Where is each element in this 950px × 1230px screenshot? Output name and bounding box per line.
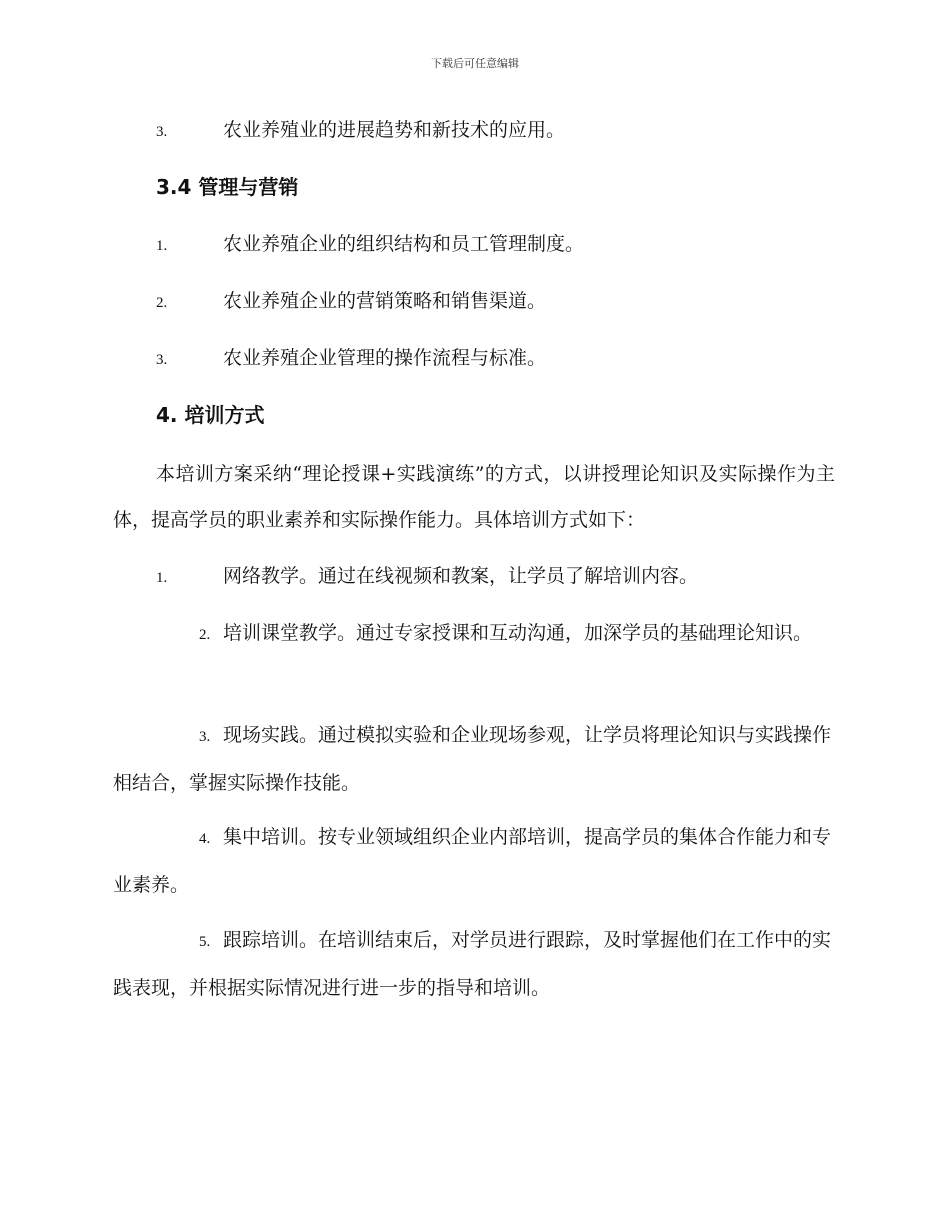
list-item-number: 5. bbox=[199, 934, 211, 950]
list-item-text: 现场实践。通过模拟实验和企业现场参观，让学员将理论知识与实践操作相结合，掌握实际操作技能。 bbox=[113, 724, 832, 794]
list-item-number: 3. bbox=[156, 352, 168, 368]
list-item bbox=[113, 343, 835, 373]
list-item-number: 1. bbox=[156, 238, 168, 254]
list-item-number: 2. bbox=[156, 295, 168, 311]
list-item bbox=[113, 229, 835, 259]
list-item-text: 网络教学。通过在线视频和教案，让学员了解培训内容。 bbox=[223, 565, 699, 587]
list-item bbox=[113, 712, 835, 806]
list-item bbox=[113, 115, 835, 145]
list-item-text: 农业养殖企业的营销策略和销售渠道。 bbox=[223, 290, 547, 312]
list-item-number: 2. bbox=[199, 627, 211, 643]
list-item bbox=[113, 917, 835, 1011]
list-item-number: 1. bbox=[156, 570, 168, 586]
list-item-number: 3. bbox=[199, 729, 211, 745]
list-item bbox=[113, 286, 835, 316]
list-item-text: 农业养殖企业的组织结构和员工管理制度。 bbox=[223, 233, 585, 255]
list-item-number: 4. bbox=[199, 831, 211, 847]
list-item-text: 集中培训。按专业领域组织企业内部培训，提高学员的集体合作能力和专业素养。 bbox=[113, 826, 832, 896]
section-heading: 3.4 管理与营销 bbox=[156, 175, 299, 199]
list-item bbox=[113, 814, 835, 908]
header-note: 下载后可任意编辑 bbox=[431, 57, 519, 70]
list-item-text: 农业养殖业的进展趋势和新技术的应用。 bbox=[223, 119, 566, 141]
list-item bbox=[113, 561, 835, 591]
list-item-text: 培训课堂教学。通过专家授课和互动沟通，加深学员的基础理论知识。 bbox=[223, 622, 813, 644]
list-item-number: 3. bbox=[156, 124, 168, 140]
section-heading: 4. 培训方式 bbox=[156, 403, 265, 427]
list-item-text: 农业养殖企业管理的操作流程与标准。 bbox=[223, 347, 547, 369]
intro-paragraph: 本培训方案采纳“理论授课+实践演练”的方式，以讲授理论知识及实际操作为主体，提高学员的职业素养和实际操作能力。具体培训方式如下： bbox=[113, 463, 835, 531]
list-item-text: 跟踪培训。在培训结束后，对学员进行跟踪，及时掌握他们在工作中的实践表现，并根据实际情况进行进一步的指导和培训。 bbox=[113, 929, 832, 999]
list-item bbox=[113, 610, 835, 658]
